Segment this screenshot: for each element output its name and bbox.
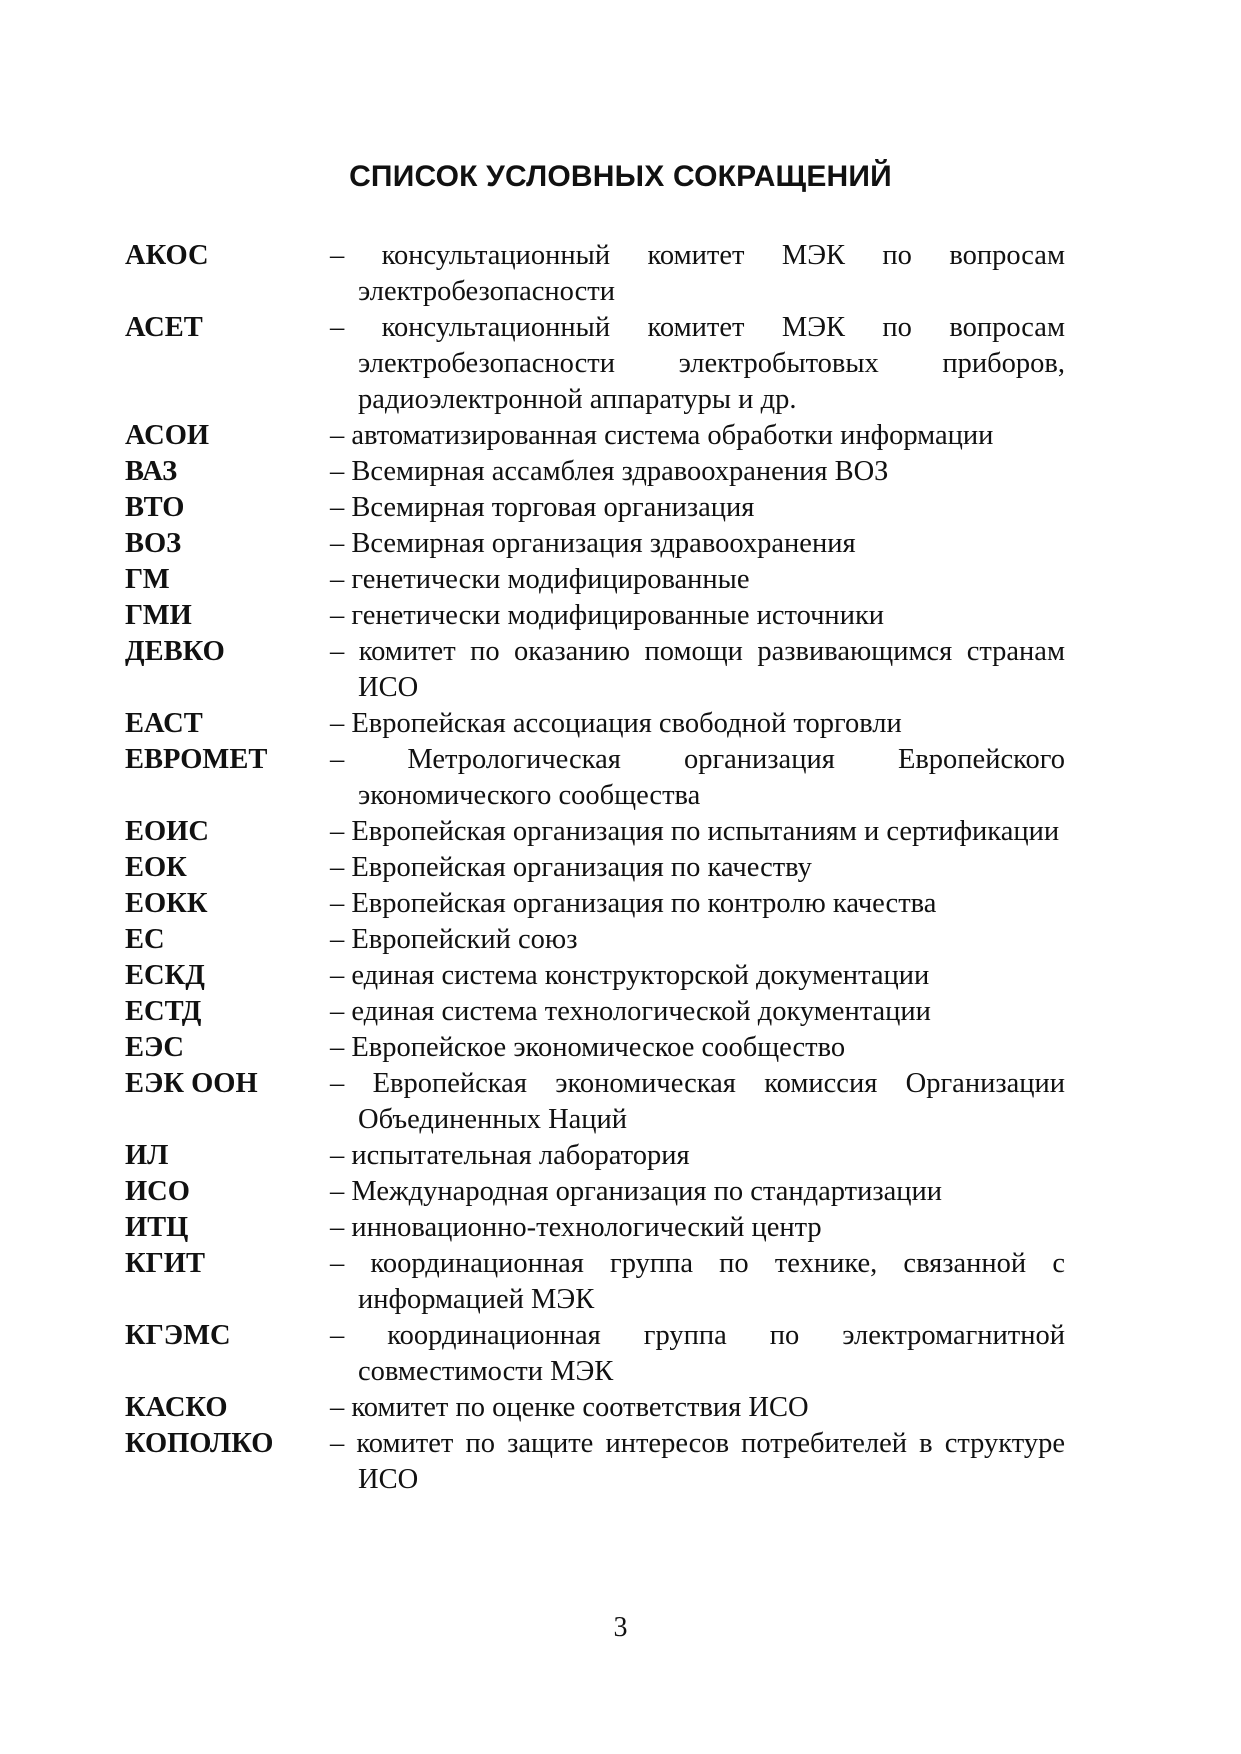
abbreviation-term: ЕОКК [125,888,208,919]
list-item [125,310,1065,418]
list-item [125,1066,1065,1138]
abbreviation-definition: – Европейская организация по качеству [330,852,812,883]
list-item [125,562,1065,598]
list-item [125,1210,1065,1246]
abbreviation-definition: – Европейская организация по испытаниям и сертификации [330,816,1060,847]
list-item [125,742,1065,814]
abbreviation-definition: – Всемирная организация здравоохранения [330,528,856,559]
abbreviation-definition: – автоматизированная система обработки информации [330,420,994,451]
abbreviation-term: ИТЦ [125,1212,189,1243]
abbreviation-definition: – Всемирная ассамблея здравоохранения ВОЗ [330,456,889,487]
abbreviation-definition: – консультационный комитет МЭК по вопросам электробезопасности электробытовых приборов, радиоэлектронной аппаратуры и др. [330,312,1065,415]
abbreviation-definition: – единая система технологической документации [330,996,931,1027]
abbreviation-term: ЕОИС [125,816,209,847]
abbreviation-term: ДЕВКО [125,636,225,667]
abbreviation-definition: – Международная организация по стандартизации [330,1176,943,1207]
abbreviation-definition: – Европейская ассоциация свободной торговли [330,708,902,739]
list-item [125,994,1065,1030]
list-item [125,706,1065,742]
abbreviation-term: ИЛ [125,1140,169,1171]
abbreviation-definition: – Метрологическая организация Европейского экономического сообщества [330,744,1065,811]
abbreviation-term: ЕС [125,924,165,955]
list-item [125,814,1065,850]
list-item [125,1318,1065,1390]
list-item [125,1030,1065,1066]
abbreviation-term: ГМ [125,564,170,595]
list-item [125,1138,1065,1174]
abbreviation-definition: – комитет по оценке соответствия ИСО [330,1392,809,1423]
abbreviation-term: АСЕТ [125,312,203,343]
abbreviation-term: ВОЗ [125,528,182,559]
list-item [125,634,1065,706]
abbreviation-term: ЕЭК ООН [125,1068,258,1099]
abbreviation-definition: – генетически модифицированные источники [330,600,885,631]
abbreviation-term: КГИТ [125,1248,205,1279]
abbreviation-term: ГМИ [125,600,192,631]
abbreviation-definition: – Европейская организация по контролю качества [330,888,937,919]
abbreviation-definition: – Европейский союз [330,924,578,955]
abbreviation-definition: – консультационный комитет МЭК по вопросам электробезопасности [330,240,1065,307]
abbreviation-term: КГЭМС [125,1320,231,1351]
abbreviation-definition: – испытательная лаборатория [330,1140,690,1171]
list-item [125,922,1065,958]
abbreviation-definition: – генетически модифицированные [330,564,750,595]
list-item [125,454,1065,490]
abbreviation-definition: – координационная группа по электромагнитной совместимости МЭК [330,1320,1065,1387]
list-item [125,1390,1065,1426]
abbreviation-list [125,238,1065,1498]
page-number: 3 [613,1612,628,1643]
list-item [125,1246,1065,1318]
abbreviation-term: АКОС [125,240,209,271]
abbreviation-term: ЕСКД [125,960,205,991]
abbreviation-term: ЕЭС [125,1032,184,1063]
abbreviation-definition: – Европейское экономическое сообщество [330,1032,846,1063]
list-item [125,1174,1065,1210]
abbreviation-definition: – комитет по защите интересов потребителей в структуре ИСО [330,1428,1065,1495]
list-item [125,490,1065,526]
abbreviation-definition: – координационная группа по технике, связанной с информацией МЭК [330,1248,1065,1315]
abbreviation-definition: – Всемирная торговая организация [330,492,755,523]
list-item [125,418,1065,454]
list-item [125,526,1065,562]
abbreviation-term: КАСКО [125,1392,228,1423]
list-item [125,850,1065,886]
abbreviation-term: ЕВРОМЕТ [125,744,268,775]
abbreviation-term: АСОИ [125,420,210,451]
abbreviation-term: ЕСТД [125,996,202,1027]
page-title: СПИСОК УСЛОВНЫХ СОКРАЩЕНИЙ [349,160,892,193]
abbreviation-definition: – единая система конструкторской документации [330,960,930,991]
abbreviation-term: КОПОЛКО [125,1428,274,1459]
abbreviation-term: ИСО [125,1176,190,1207]
abbreviation-term: ЕОК [125,852,187,883]
abbreviation-definition: – комитет по оказанию помощи развивающимся странам ИСО [330,636,1065,703]
list-item [125,886,1065,922]
list-item [125,598,1065,634]
list-item [125,1426,1065,1498]
abbreviation-term: ВАЗ [125,456,178,487]
abbreviation-definition: – Европейская экономическая комиссия Организации Объединенных Наций [330,1068,1065,1135]
list-item [125,238,1065,310]
abbreviation-term: ЕАСТ [125,708,203,739]
abbreviation-term: ВТО [125,492,185,523]
list-item [125,958,1065,994]
abbreviation-definition: – инновационно-технологический центр [330,1212,822,1243]
